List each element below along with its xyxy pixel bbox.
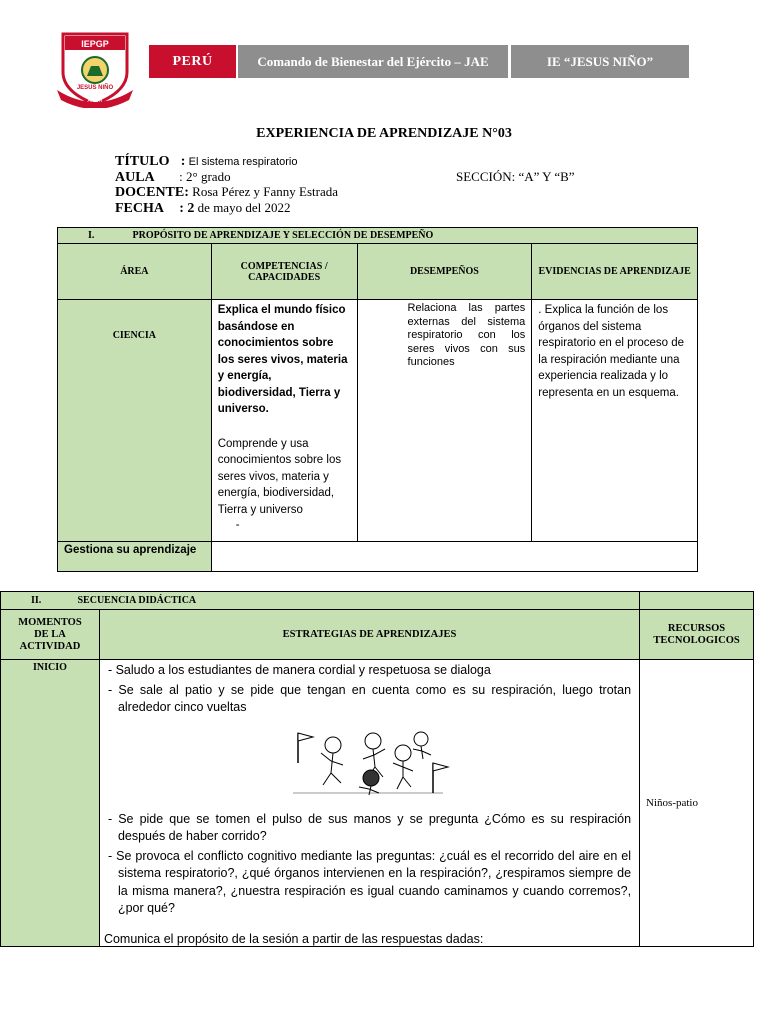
peru-banner: PERÚ: [149, 45, 236, 78]
moment-inicio: INICIO: [1, 660, 100, 947]
section2-number: II.: [31, 595, 42, 606]
section2-title-right: [640, 592, 754, 610]
logo-text: IEPGP: [81, 39, 109, 49]
titulo-value: El sistema respiratorio: [188, 156, 298, 168]
strategy-item: - Se provoca el conflicto cognitivo mediante las preguntas: ¿cuál es el recorrido del aire en el sistema respiratorio?, ¿qué órganos intervienen en la respiración?, ¿respiramos siempre de la misma manera?, ¿nuestra respiración es igual cuando caminamos y cuando corremos?, ¿por qué?: [107, 848, 632, 915]
strategies-list-2: [104, 811, 631, 918]
header-momentos: MOMENTOS DE LA ACTIVIDAD: [1, 610, 100, 660]
logo-name: JESUS NIÑO: [76, 85, 114, 91]
seccion-value: SECCIÓN: “A” Y “B”: [456, 169, 575, 184]
strategies-cell: [99, 660, 639, 947]
aula-label: AULA: [115, 170, 155, 185]
strategy-item: - Se pide que se tomen el pulso de sus manos y se pregunta ¿Cómo es su respiración después de haber corrido?: [107, 811, 632, 843]
evidencia-text: . Explica la función de los órganos del sistema respiratorio en el proceso de la respiración mediante una experiencia realizada y lo representa en un esquema.: [538, 304, 685, 399]
info-titulo: TÍTULO : El sistema respiratorio: [115, 154, 298, 169]
section1-title-row: [58, 228, 698, 244]
desempenos-cell: [357, 300, 532, 542]
purpose-text: Comunica el propósito de la sesión a partir de las respuestas dadas:: [103, 931, 484, 946]
evidencias-cell: [532, 300, 698, 542]
strategy-item: - Se sale al patio y se pide que tengan en cuenta como es su respiración, luego trotan alrededor cinco vueltas: [107, 682, 632, 714]
section1-title: PROPÓSITO DE APRENDIZAJE Y SELECCIÓN DE DESEMPEÑO: [132, 230, 434, 241]
competencia-1: Explica el mundo físico basándose en conocimientos sobre los seres vivos, materia y energía, biodiversidad, Tierra y universo.: [217, 304, 348, 415]
info-fecha: FECHA : 2 de mayo del 2022: [115, 200, 291, 216]
gestiona-text: Gestiona su aprendizaje: [64, 544, 197, 556]
header-estrategias: ESTRATEGIAS DE APRENDIZAJES: [99, 610, 639, 660]
competencia-2: Comprende y usa conocimientos sobre los seres vivos, materia y energía, biodiversidad, Tierra y universo: [217, 437, 342, 516]
section2-title-row: [1, 592, 640, 610]
logo-motto: AMOR: [87, 98, 103, 104]
fecha-label: FECHA: [115, 201, 164, 216]
competencias-cell: [211, 300, 357, 542]
resource-text: Niños-patio: [646, 796, 698, 809]
fecha-day: 2: [187, 201, 195, 216]
section1-number: I.: [88, 230, 95, 241]
purpose-table: [57, 227, 698, 572]
titulo-label: TÍTULO: [115, 154, 170, 169]
header-recursos: RECURSOS TECNOLOGICOS: [640, 610, 754, 660]
fecha-rest: de mayo del 2022: [197, 200, 291, 215]
area-ciencia: CIENCIA: [58, 300, 212, 542]
docente-label: DOCENTE:: [115, 185, 189, 200]
school-logo: [55, 30, 135, 108]
info-docente: [115, 184, 338, 201]
gestiona-empty: [211, 542, 697, 572]
section2-title: SECUENCIA DIDÁCTICA: [77, 595, 197, 606]
resource-cell: [640, 660, 754, 947]
strategies-list: [104, 662, 631, 717]
desempeno-text: Relaciona las partes externas del sistema respiratorio con los seres vivos con sus funciones: [407, 302, 526, 368]
header-evidencias: EVIDENCIAS DE APRENDIZAJE: [532, 244, 698, 300]
gestiona-cell: [58, 542, 212, 572]
strategy-item: - Saludo a los estudiantes de manera cordial y respetuosa se dialoga: [107, 663, 491, 677]
competencia-dash: -: [235, 519, 240, 531]
header-desempenos: DESEMPEÑOS: [357, 244, 532, 300]
docente-value: Rosa Pérez y Fanny Estrada: [192, 184, 339, 199]
command-banner: Comando de Bienestar del Ejército – JAE: [238, 45, 508, 78]
kids-running-illustration: [283, 723, 453, 803]
header-competencias: COMPETENCIAS / CAPACIDADES: [211, 244, 357, 300]
sequence-table: [0, 591, 754, 947]
document-title: EXPERIENCIA DE APRENDIZAJE N°03: [256, 126, 512, 141]
school-banner: IE “JESUS NIÑO”: [511, 45, 689, 78]
header-area: ÁREA: [58, 244, 212, 300]
aula-value: : 2° grado: [179, 169, 231, 184]
